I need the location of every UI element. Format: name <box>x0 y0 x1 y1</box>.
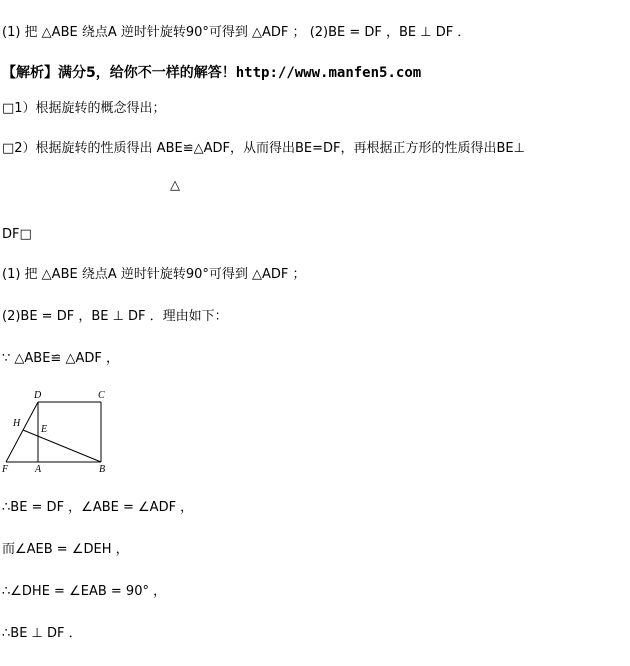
solution-line-3: ∵ △ABE≌ △ADF ， <box>2 351 119 366</box>
analysis-label: 【解析】 <box>2 65 58 81</box>
question-part1: (1) 把 △ABE 绕点A 逆时针旋转90°可得到 △ADF ； <box>2 25 306 40</box>
label-H: H <box>13 418 21 429</box>
analysis-item-1: □1）根据旋转的概念得出； <box>2 101 166 116</box>
solution-line-7: ∴BE ⊥ DF ． <box>2 626 82 641</box>
solution-line-2: (2)BE = DF ，BE ⊥ DF ．理由如下： <box>2 309 228 324</box>
site-url: http://www.manfen5.com <box>235 65 422 81</box>
label-F: F <box>2 464 9 475</box>
label-C: C <box>98 390 105 401</box>
solution-line-1: (1) 把 △ABE 绕点A 逆时针旋转90°可得到 △ADF ； <box>2 267 306 282</box>
solution-line-6: ∴∠DHE = ∠EAB = 90° ， <box>2 584 167 599</box>
analysis-triangle-mark: △ <box>170 178 180 193</box>
question-part2: (2)BE = DF ，BE ⊥ DF ． <box>309 25 471 40</box>
analysis-header <box>2 64 421 83</box>
label-A: A <box>35 464 42 475</box>
solution-line-5: 而∠AEB = ∠DEH ， <box>2 542 129 557</box>
solution-line-4: ∴BE = DF ，∠ABE = ∠ADF ， <box>2 500 194 515</box>
analysis-item-2-end: DF□ <box>2 227 32 242</box>
label-D: D <box>34 390 42 401</box>
question-line <box>2 24 470 42</box>
analysis-banner: 满分5，给你不一样的解答！ <box>58 65 236 81</box>
geometry-figure <box>0 386 120 476</box>
segment-DF <box>6 402 38 462</box>
label-E: E <box>41 424 48 435</box>
label-B: B <box>99 464 106 475</box>
analysis-item-2: □2）根据旋转的性质得出 ABE≌△ADF，从而得出BE=DF，再根据正方形的性质得出BE⊥ <box>2 141 525 156</box>
segment-BH <box>23 430 101 462</box>
